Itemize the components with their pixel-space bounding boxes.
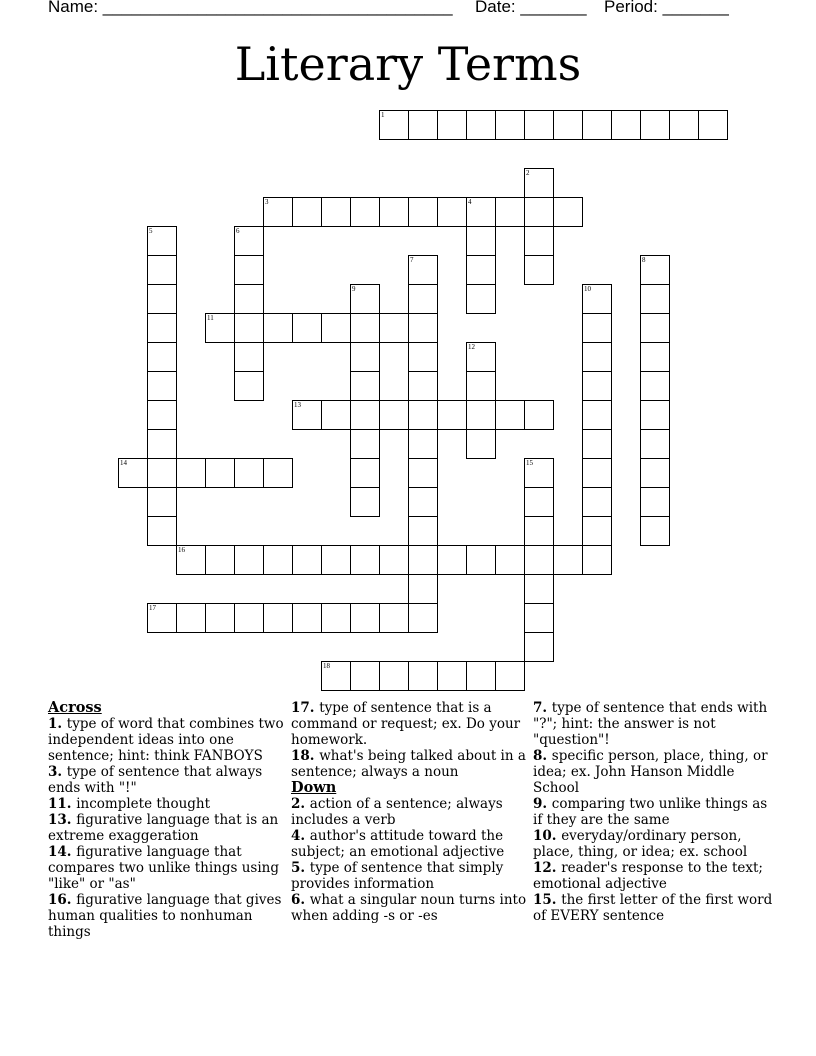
crossword-cell[interactable] xyxy=(437,110,467,140)
crossword-cell[interactable] xyxy=(495,661,525,691)
crossword-cell[interactable] xyxy=(292,545,322,575)
clue-item xyxy=(533,748,773,796)
clue-number: 13 xyxy=(294,401,301,409)
crossword-cell[interactable] xyxy=(263,603,293,633)
crossword-cell[interactable] xyxy=(553,197,583,227)
crossword-cell[interactable] xyxy=(408,487,438,517)
crossword-cell[interactable] xyxy=(640,255,670,285)
crossword-cell[interactable] xyxy=(466,284,496,314)
period-field[interactable]: Period: _______ xyxy=(604,0,729,16)
crossword-cell[interactable] xyxy=(437,197,467,227)
name-field[interactable]: Name: _____________________________________ xyxy=(48,0,453,16)
crossword-cell[interactable] xyxy=(408,400,438,430)
clue-item-number: 14. xyxy=(48,844,77,860)
crossword-cell[interactable] xyxy=(176,545,206,575)
crossword-cell[interactable] xyxy=(379,545,409,575)
clue-section-heading: Across xyxy=(48,699,102,716)
crossword-cell[interactable] xyxy=(524,458,554,488)
crossword-cell[interactable] xyxy=(640,458,670,488)
clues-column-1 xyxy=(48,700,288,940)
clue-number: 5 xyxy=(149,227,153,235)
crossword-cell[interactable] xyxy=(553,110,583,140)
crossword-cell[interactable] xyxy=(408,661,438,691)
crossword-cell[interactable] xyxy=(408,429,438,459)
crossword-cell[interactable] xyxy=(321,603,351,633)
clue-item-number: 5. xyxy=(291,860,310,876)
clue-item-number: 17. xyxy=(291,700,320,716)
crossword-cell[interactable] xyxy=(582,313,612,343)
clue-item xyxy=(48,764,288,796)
crossword-cell[interactable] xyxy=(408,371,438,401)
crossword-cell[interactable] xyxy=(524,545,554,575)
crossword-cell[interactable] xyxy=(524,632,554,662)
clue-item xyxy=(48,796,288,812)
clue-item-text: author's attitude toward the subject; an emotional adjective xyxy=(291,828,505,860)
clue-item-number: 7. xyxy=(533,700,552,716)
crossword-cell[interactable] xyxy=(379,110,409,140)
crossword-cell[interactable] xyxy=(524,197,554,227)
crossword-cell[interactable] xyxy=(350,284,380,314)
crossword-cell[interactable] xyxy=(321,313,351,343)
clue-item-text: type of sentence that is a command or request; ex. Do your homework. xyxy=(291,700,521,748)
clue-item xyxy=(533,700,773,748)
clues-column-3 xyxy=(533,700,773,924)
clue-item-number: 15. xyxy=(533,892,562,908)
crossword-cell[interactable] xyxy=(263,313,293,343)
crossword-cell[interactable] xyxy=(640,429,670,459)
clue-number: 11 xyxy=(207,314,214,322)
crossword-cell[interactable] xyxy=(379,313,409,343)
crossword-cell[interactable] xyxy=(176,458,206,488)
crossword-cell[interactable] xyxy=(408,603,438,633)
crossword-cell[interactable] xyxy=(147,371,177,401)
crossword-cell[interactable] xyxy=(582,400,612,430)
clue-item-text: type of word that combines two independent ideas into one sentence; hint: think FANBOYS xyxy=(48,716,284,764)
crossword-cell[interactable] xyxy=(408,342,438,372)
crossword-cell[interactable] xyxy=(350,313,380,343)
clue-item xyxy=(291,860,531,892)
crossword-cell[interactable] xyxy=(524,487,554,517)
crossword-cell[interactable] xyxy=(466,255,496,285)
crossword-cell[interactable] xyxy=(292,197,322,227)
crossword-cell[interactable] xyxy=(466,661,496,691)
crossword-cell[interactable] xyxy=(582,458,612,488)
clue-number: 17 xyxy=(149,604,156,612)
crossword-cell[interactable] xyxy=(234,313,264,343)
clue-item-number: 10. xyxy=(533,828,562,844)
clue-item-text: comparing two unlike things as if they are the same xyxy=(533,796,768,828)
clue-number: 15 xyxy=(526,459,533,467)
crossword-cell[interactable] xyxy=(408,284,438,314)
clue-number: 8 xyxy=(642,256,646,264)
crossword-cell[interactable] xyxy=(408,516,438,546)
crossword-cell[interactable] xyxy=(147,255,177,285)
crossword-cell[interactable] xyxy=(495,400,525,430)
crossword-cell[interactable] xyxy=(321,197,351,227)
crossword-cell[interactable] xyxy=(205,313,235,343)
clue-item xyxy=(533,828,773,860)
crossword-cell[interactable] xyxy=(321,545,351,575)
clue-number: 18 xyxy=(323,662,330,670)
crossword-cell[interactable] xyxy=(118,458,148,488)
clue-item xyxy=(48,844,288,892)
crossword-cell[interactable] xyxy=(669,110,699,140)
clue-item-number: 4. xyxy=(291,828,310,844)
crossword-cell[interactable] xyxy=(292,313,322,343)
clue-number: 7 xyxy=(410,256,414,264)
clue-item-number: 16. xyxy=(48,892,77,908)
crossword-cell[interactable] xyxy=(147,603,177,633)
clue-item-number: 18. xyxy=(291,748,320,764)
clue-item-number: 6. xyxy=(291,892,310,908)
clue-section-heading: Down xyxy=(291,779,337,796)
crossword-cell[interactable] xyxy=(437,545,467,575)
crossword-cell[interactable] xyxy=(147,400,177,430)
crossword-cell[interactable] xyxy=(234,226,264,256)
clue-item-number: 8. xyxy=(533,748,552,764)
crossword-cell[interactable] xyxy=(495,197,525,227)
crossword-cell[interactable] xyxy=(466,197,496,227)
crossword-cell[interactable] xyxy=(350,197,380,227)
crossword-cell[interactable] xyxy=(147,342,177,372)
crossword-cell[interactable] xyxy=(495,110,525,140)
clue-item-text: figurative language that is an extreme exaggeration xyxy=(48,812,279,844)
crossword-cell[interactable] xyxy=(640,400,670,430)
crossword-cell[interactable] xyxy=(321,400,351,430)
crossword-cell[interactable] xyxy=(437,661,467,691)
crossword-cell[interactable] xyxy=(466,371,496,401)
clues-column-2 xyxy=(291,700,531,924)
crossword-cell[interactable] xyxy=(524,400,554,430)
crossword-cell[interactable] xyxy=(147,429,177,459)
crossword-cell[interactable] xyxy=(408,110,438,140)
clue-item-text: what's being talked about in a sentence; always a noun xyxy=(291,748,526,780)
crossword-cell[interactable] xyxy=(640,313,670,343)
clue-item-text: action of a sentence; always includes a verb xyxy=(291,796,503,828)
crossword-cell[interactable] xyxy=(379,661,409,691)
clue-number: 1 xyxy=(381,111,385,119)
crossword-cell[interactable] xyxy=(495,545,525,575)
crossword-cell[interactable] xyxy=(466,400,496,430)
crossword-cell[interactable] xyxy=(147,487,177,517)
crossword-cell[interactable] xyxy=(205,603,235,633)
clue-item-text: everyday/ordinary person, place, thing, or idea; ex. school xyxy=(533,828,748,860)
crossword-cell[interactable] xyxy=(524,255,554,285)
crossword-cell[interactable] xyxy=(350,429,380,459)
crossword-cell[interactable] xyxy=(234,255,264,285)
crossword-cell[interactable] xyxy=(640,487,670,517)
crossword-cell[interactable] xyxy=(292,603,322,633)
crossword-cell[interactable] xyxy=(379,400,409,430)
crossword-cell[interactable] xyxy=(582,110,612,140)
clue-item-text: figurative language that gives human qualities to nonhuman things xyxy=(48,892,282,940)
clue-item-text: figurative language that compares two unlike things using "like" or "as" xyxy=(48,844,279,892)
crossword-cell[interactable] xyxy=(640,110,670,140)
clue-item-text: reader's response to the text; emotional adjective xyxy=(533,860,763,892)
crossword-cell[interactable] xyxy=(350,342,380,372)
crossword-cell[interactable] xyxy=(350,400,380,430)
crossword-cell[interactable] xyxy=(553,545,583,575)
crossword-cell[interactable] xyxy=(350,661,380,691)
crossword-cell[interactable] xyxy=(408,255,438,285)
clue-item-number: 13. xyxy=(48,812,77,828)
crossword-cell[interactable] xyxy=(263,458,293,488)
clue-item-number: 12. xyxy=(533,860,562,876)
crossword-cell[interactable] xyxy=(640,284,670,314)
crossword-cell[interactable] xyxy=(350,371,380,401)
clue-item-number: 11. xyxy=(48,796,77,812)
crossword-cell[interactable] xyxy=(582,487,612,517)
clue-item xyxy=(48,892,288,940)
date-field[interactable]: Date: _______ xyxy=(475,0,587,16)
crossword-cell[interactable] xyxy=(321,661,351,691)
clue-number: 10 xyxy=(584,285,591,293)
clue-number: 4 xyxy=(468,198,472,206)
clue-number: 12 xyxy=(468,343,475,351)
crossword-cell[interactable] xyxy=(582,284,612,314)
crossword-cell[interactable] xyxy=(234,603,264,633)
clue-item xyxy=(533,796,773,828)
clue-item-number: 1. xyxy=(48,716,67,732)
crossword-cell[interactable] xyxy=(466,429,496,459)
crossword-cell[interactable] xyxy=(408,545,438,575)
clue-item xyxy=(291,796,531,828)
crossword-cell[interactable] xyxy=(408,197,438,227)
clue-item xyxy=(291,828,531,860)
clue-item xyxy=(533,892,773,924)
crossword-cell[interactable] xyxy=(640,516,670,546)
clue-number: 3 xyxy=(265,198,269,206)
clue-item-text: type of sentence that always ends with "!" xyxy=(48,764,263,796)
crossword-cell[interactable] xyxy=(640,342,670,372)
crossword-cell[interactable] xyxy=(234,458,264,488)
clue-item-text: type of sentence that simply provides information xyxy=(291,860,504,892)
crossword-cell[interactable] xyxy=(147,226,177,256)
crossword-cell[interactable] xyxy=(582,342,612,372)
crossword-cell[interactable] xyxy=(350,603,380,633)
crossword-cell[interactable] xyxy=(466,226,496,256)
crossword-cell[interactable] xyxy=(263,545,293,575)
clue-number: 2 xyxy=(526,169,530,177)
clue-item-number: 2. xyxy=(291,796,310,812)
crossword-cell[interactable] xyxy=(408,458,438,488)
crossword-cell[interactable] xyxy=(234,545,264,575)
crossword-cell[interactable] xyxy=(205,545,235,575)
crossword-cell[interactable] xyxy=(524,603,554,633)
crossword-cell[interactable] xyxy=(205,458,235,488)
crossword-cell[interactable] xyxy=(147,458,177,488)
crossword-cell[interactable] xyxy=(611,110,641,140)
clue-item xyxy=(291,748,531,780)
crossword-cell[interactable] xyxy=(582,516,612,546)
clue-number: 16 xyxy=(178,546,185,554)
clue-item-text: specific person, place, thing, or idea; ex. John Hanson Middle School xyxy=(533,748,768,796)
clue-item-text: type of sentence that ends with "?"; hint: the answer is not "question"! xyxy=(533,700,768,748)
crossword-cell[interactable] xyxy=(379,603,409,633)
clue-item xyxy=(291,700,531,748)
clue-item xyxy=(533,860,773,892)
page-title: Literary Terms xyxy=(234,37,582,91)
crossword-cell[interactable] xyxy=(466,545,496,575)
clue-item-text: what a singular noun turns into when adding -s or -es xyxy=(291,892,527,924)
crossword-cell[interactable] xyxy=(524,516,554,546)
clue-number: 6 xyxy=(236,227,240,235)
crossword-cell[interactable] xyxy=(176,603,206,633)
crossword-cell[interactable] xyxy=(408,574,438,604)
clue-item-number: 9. xyxy=(533,796,552,812)
crossword-cell[interactable] xyxy=(582,371,612,401)
crossword-cell[interactable] xyxy=(524,110,554,140)
clue-item xyxy=(48,716,288,764)
clue-item-text: incomplete thought xyxy=(76,796,211,812)
crossword-cell[interactable] xyxy=(234,342,264,372)
crossword-cell[interactable] xyxy=(524,168,554,198)
crossword-cell[interactable] xyxy=(350,487,380,517)
clue-number: 9 xyxy=(352,285,356,293)
crossword-cell[interactable] xyxy=(408,313,438,343)
crossword-cell[interactable] xyxy=(350,545,380,575)
crossword-cell[interactable] xyxy=(582,429,612,459)
crossword-cell[interactable] xyxy=(466,342,496,372)
crossword-cell[interactable] xyxy=(234,284,264,314)
crossword-cell[interactable] xyxy=(698,110,728,140)
clue-number: 14 xyxy=(120,459,127,467)
clue-item xyxy=(48,812,288,844)
crossword-cell[interactable] xyxy=(524,574,554,604)
crossword-cell[interactable] xyxy=(147,516,177,546)
clue-item xyxy=(291,892,531,924)
crossword-cell[interactable] xyxy=(234,371,264,401)
crossword-cell[interactable] xyxy=(437,400,467,430)
crossword-cell[interactable] xyxy=(640,371,670,401)
crossword-cell[interactable] xyxy=(292,400,322,430)
crossword-cell[interactable] xyxy=(350,458,380,488)
clue-item-text: the first letter of the first word of EVERY sentence xyxy=(533,892,773,924)
crossword-cell[interactable] xyxy=(379,197,409,227)
crossword-cell[interactable] xyxy=(582,545,612,575)
crossword-cell[interactable] xyxy=(147,284,177,314)
crossword-cell[interactable] xyxy=(147,313,177,343)
clue-item-number: 3. xyxy=(48,764,67,780)
crossword-cell[interactable] xyxy=(524,226,554,256)
crossword-cell[interactable] xyxy=(263,197,293,227)
crossword-cell[interactable] xyxy=(466,110,496,140)
